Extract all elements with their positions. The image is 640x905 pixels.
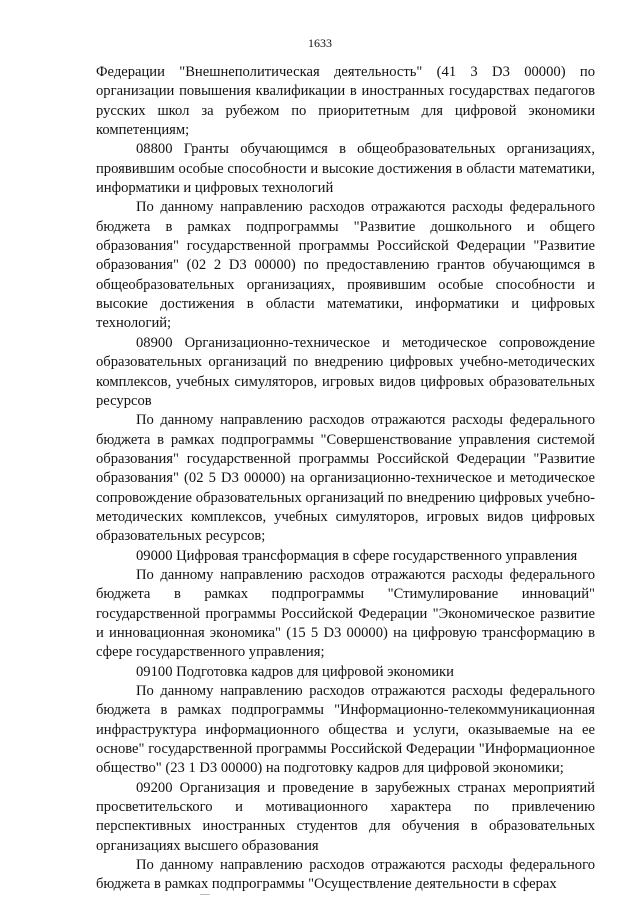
section-heading-09200: 09200 Организация и проведение в зарубежных странах мероприятий просветительского и мотивационного характера по привлечению перспективных иностранных студентов для обучения в образовательных организациях высшего образования — [96, 779, 595, 854]
paragraph-09100-description: По данному направлению расходов отражаются расходы федерального бюджета в рамках подпрограммы "Информационно-телекоммуникационная инфраструктура информационного общества и услуги, оказываемые на ее основе" государственной программы Российской Федерации "Информационное общество" (23 1 D3 00000) на подготовку кадров для цифровой экономики; — [96, 683, 595, 777]
section-heading-08800: 08800 Гранты обучающимся в общеобразовательных организациях, проявившим особые способности и высокие достижения в области математики, информатики и цифровых технологий — [96, 141, 595, 197]
page-number: 1633 — [308, 36, 332, 50]
section-heading-09000: 09000 Цифровая трансформация в сфере государственного управления — [136, 547, 578, 564]
section-heading-08900: 08900 Организационно-техническое и методическое сопровождение образовательных организаций по внедрению цифровых учебно-методических комплексов, учебных симуляторов, игровых видов цифровых образовательных ресурсов — [96, 334, 595, 409]
paragraph-09200-description: По данному направлению расходов отражаются расходы федерального бюджета в рамках подпрограммы "Осуществление деятельности в сферах — [96, 857, 595, 893]
paragraph-08900-description: По данному направлению расходов отражаются расходы федерального бюджета в рамках подпрограммы "Совершенствование управления системой образования" государственной программы Российской Федерации "Развитие образования" (02 5 D3 00000) на организационно-техническое и методическое сопровождение образовательных организаций по внедрению цифровых учебно-методических комплексов, учебных симуляторов, игровых видов цифровых образовательных ресурсов; — [96, 412, 595, 545]
paragraph-continuation: Федерации "Внешнеполитическая деятельность" (41 3 D3 00000) по организации повышения квалификации в иностранных государствах педагогов русских школ за рубежом по приоритетным для цифровой экономики компетенциям; — [96, 64, 595, 139]
scan-artifact — [200, 894, 210, 899]
document-body — [96, 63, 595, 895]
section-heading-09100: 09100 Подготовка кадров для цифровой экономики — [136, 663, 454, 680]
paragraph-09000-description: По данному направлению расходов отражаются расходы федерального бюджета в рамках подпрограммы "Стимулирование инноваций" государственной программы Российской Федерации "Экономическое развитие и инновационная экономика" (15 5 D3 00000) на цифровую трансформацию в сфере государственного управления; — [96, 566, 595, 661]
paragraph-08800-description: По данному направлению расходов отражаются расходы федерального бюджета в рамках подпрограммы "Развитие дошкольного и общего образования" государственной программы Российской Федерации "Развитие образования" (02 2 D3 00000) по предоставлению грантов обучающимся в общеобразовательных организациях, проявившим особые способности и высокие достижения в области математики, информатики и цифровых технологий; — [96, 199, 595, 332]
